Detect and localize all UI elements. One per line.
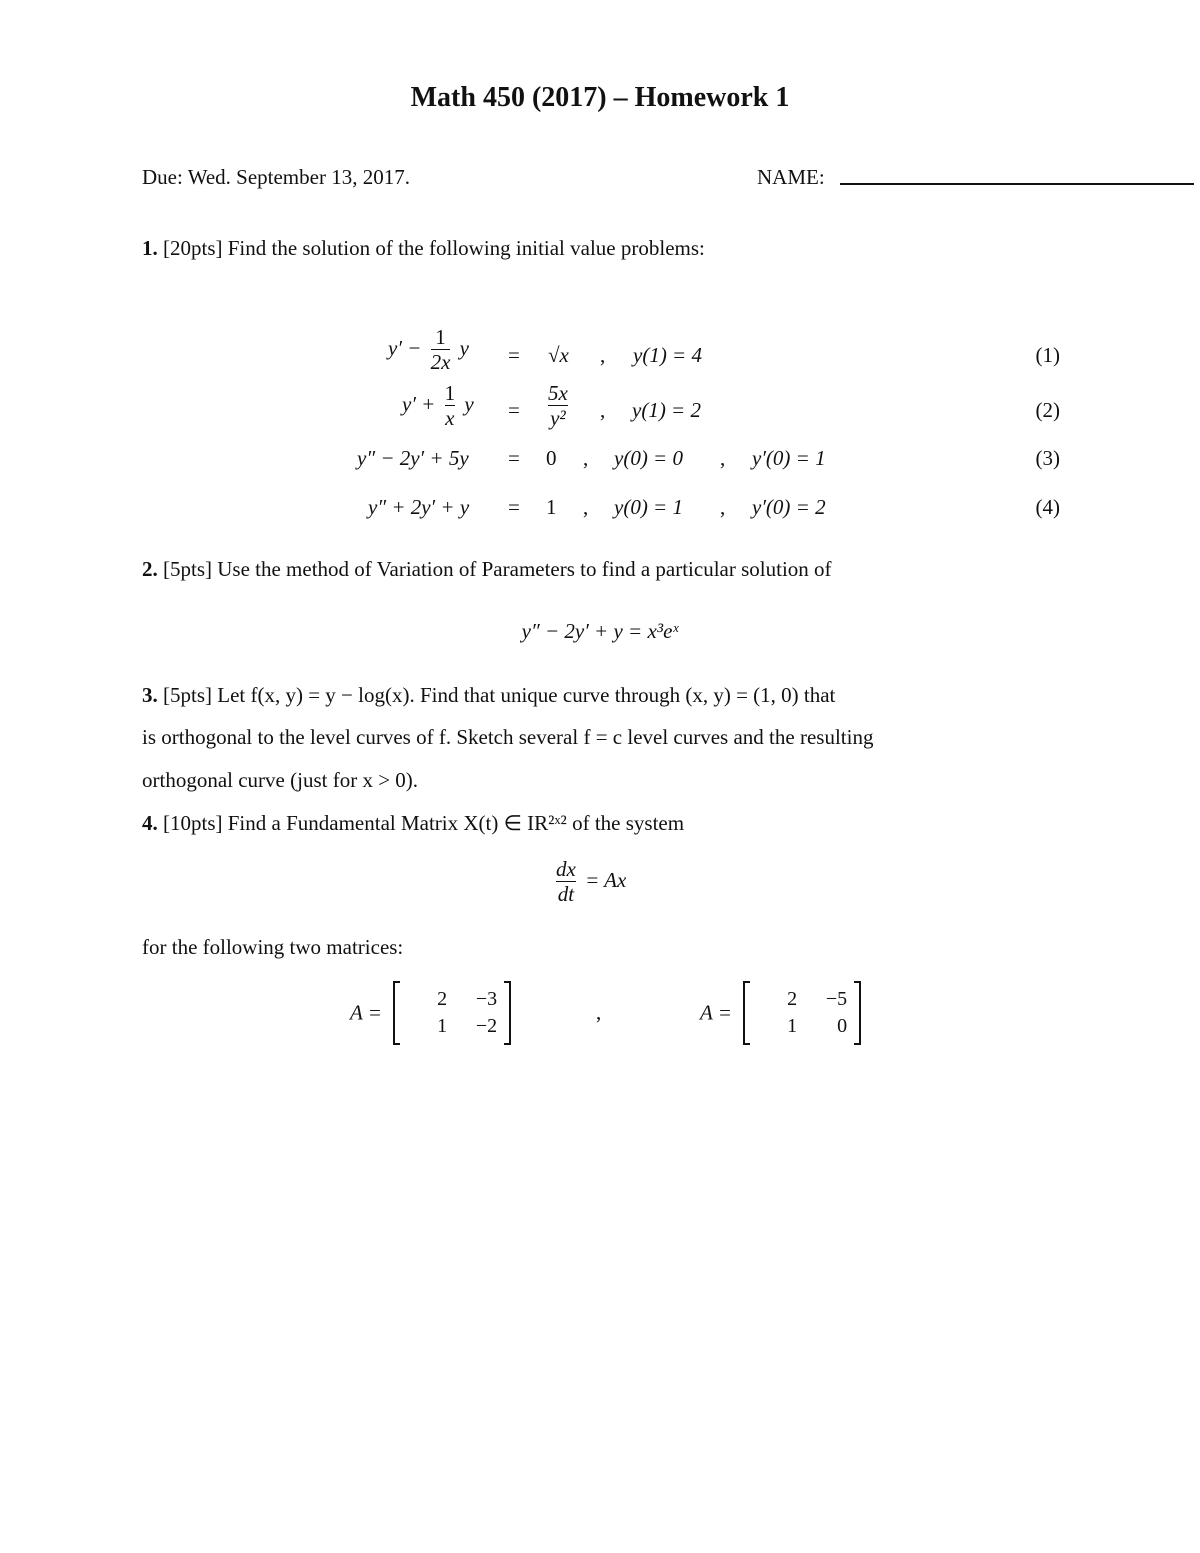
equals-sign: = [508, 398, 520, 422]
equation-tag: (4) [1035, 495, 1060, 519]
name-field-line [840, 183, 1194, 185]
problem-2 [142, 557, 832, 582]
matrix-label: A = [350, 1000, 382, 1025]
system-rhs: = Ax [585, 867, 627, 892]
equation-3-lhs: y″ − 2y′ + 5y [357, 446, 469, 470]
separator: , [720, 446, 726, 470]
matrix-a-expression [350, 982, 511, 1044]
matrix-cell: 1 [787, 1015, 798, 1037]
matrix-b-expression [700, 982, 861, 1044]
matrix-cell: 1 [437, 1015, 448, 1037]
equation-4-rhs: 1 [546, 495, 557, 519]
matrix-cell: −3 [475, 988, 498, 1010]
matrix-a [393, 982, 511, 1044]
matrix-cell: 2 [437, 988, 448, 1010]
fraction-denominator: y² [548, 405, 568, 430]
fraction [445, 382, 456, 430]
equation-tag: (1) [1035, 343, 1060, 367]
equation-2-rhs [544, 382, 572, 430]
fraction-denominator: dt [557, 882, 575, 907]
problem-text: [5pts] Use the method of Variation of Parameters to find a particular solution of [163, 557, 832, 581]
equation-1-lhs [388, 326, 469, 374]
problem-number: 3. [142, 683, 158, 707]
problem-3-line-3: orthogonal curve (just for x > 0). [142, 768, 419, 792]
problem-number: 1. [142, 236, 158, 260]
due-date: Due: Wed. September 13, 2017. [142, 165, 410, 189]
equation-tag: (3) [1035, 446, 1060, 470]
separator: , [720, 495, 726, 519]
problem-text: [10pts] Find a Fundamental Matrix X(t) ∈ IR²ˣ² of the system [163, 811, 685, 835]
problem-1 [142, 236, 705, 261]
problem-text: [20pts] Find the solution of the following initial value problems: [163, 236, 705, 260]
matrix-cell: −2 [475, 1015, 498, 1037]
initial-condition: y′(0) = 2 [752, 495, 826, 519]
equation-4-lhs: y″ + 2y′ + y [368, 495, 470, 519]
matrix-cell: 2 [787, 988, 798, 1010]
equals-sign: = [508, 343, 520, 367]
equals-sign: = [508, 495, 520, 519]
separator: , [596, 1000, 602, 1024]
matrix-b [743, 982, 861, 1044]
initial-condition: y′(0) = 1 [752, 446, 826, 470]
display-system [552, 858, 626, 906]
separator: , [583, 446, 589, 470]
initial-condition: y(0) = 0 [614, 446, 683, 470]
problem-4 [142, 811, 684, 836]
fraction [431, 326, 451, 374]
problem-3-line-2: is orthogonal to the level curves of f. Sketch several f = c level curves and the resulting [142, 725, 874, 749]
fraction-numerator: 1 [435, 325, 446, 349]
fraction-numerator: dx [556, 857, 576, 881]
equation-3-rhs: 0 [546, 446, 557, 470]
eq-term: y [464, 391, 474, 416]
fraction-denominator: x [445, 406, 455, 431]
eq-term: y′ + [402, 391, 436, 416]
matrix-label: A = [700, 1000, 732, 1025]
equation-1-rhs: √x [548, 343, 569, 367]
fraction-numerator: 1 [444, 381, 456, 405]
fraction-numerator: 5x [548, 381, 568, 405]
equation-tag: (2) [1035, 398, 1060, 422]
matrix-cell: 0 [837, 1015, 848, 1037]
equals-sign: = [508, 446, 520, 470]
eq-term: y [459, 335, 469, 360]
problem-3-line-1 [142, 683, 835, 708]
display-equation: y″ − 2y′ + y = x³eˣ [521, 619, 679, 643]
separator: , [583, 495, 589, 519]
equation-2-lhs [402, 382, 474, 430]
fraction [548, 382, 568, 430]
page-title: Math 450 (2017) – Homework 1 [410, 82, 790, 113]
problem-number: 2. [142, 557, 158, 581]
problem-number: 4. [142, 811, 158, 835]
fraction-denominator: 2x [430, 350, 451, 375]
separator: , [600, 398, 606, 422]
name-label: NAME: [757, 165, 825, 189]
followup-text: for the following two matrices: [142, 935, 404, 959]
initial-condition: y(0) = 1 [614, 495, 683, 519]
initial-condition: y(1) = 2 [632, 398, 701, 422]
matrix-cell: −5 [825, 988, 848, 1010]
separator: , [600, 343, 606, 367]
fraction [556, 858, 576, 906]
problem-text: [5pts] Let f(x, y) = y − log(x). Find that unique curve through (x, y) = (1, 0) that [163, 683, 836, 707]
eq-term: y′ − [388, 335, 422, 360]
initial-condition: y(1) = 4 [633, 343, 702, 367]
